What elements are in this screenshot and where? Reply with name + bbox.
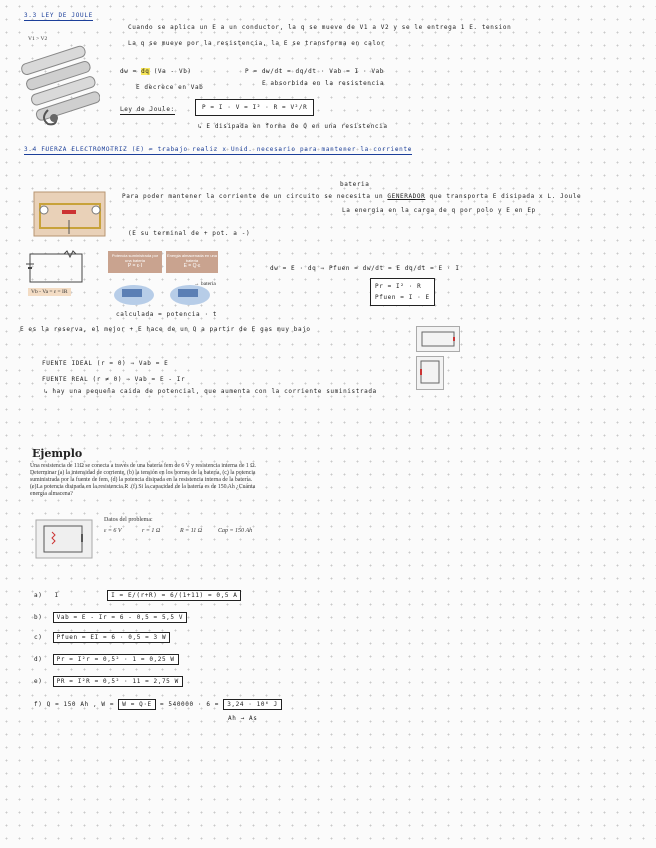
circuit-thumbnail-2-diagram [417,357,443,389]
power-results-box [370,278,435,306]
energy-charge-line: La energia en la carga de q por polo y E en Ep [342,207,536,214]
joule-law-label: Ley de Joule: [120,106,175,113]
power-result-source: Pfuen = I · E [375,294,430,301]
section-title-ley-de-joule: 3.3 LEY DE JOULE [24,12,93,19]
joule-formula-box: P = I · V = I² · R = V²/R [195,99,314,116]
answer-a [34,590,241,601]
answer-a-label: a) [34,592,43,599]
dato-R: R = 11 Ω [180,528,203,534]
answer-d-label: d) [34,656,43,663]
circuit-thumbnail-2 [416,356,444,390]
real-source-note: ↳ hay una pequeña caida de potencial, que aumenta con la corriente suministrada [44,388,377,395]
battery-circuit-illustration [32,190,107,238]
answer-a-box: I = E/(r+R) = 6/(1+11) = 0,5 A [107,590,241,601]
dw-dq-highlight: dq [141,68,150,75]
ejemplo-title: Ejemplo [32,447,83,460]
ejemplo-circuit-diagram [30,512,96,562]
generador-pre: Para poder mantener la corriente de un circuito se necesita un [122,193,384,200]
card-energia-formula: E = Q·ε [183,263,201,269]
conductor-figure-label: V1 > V2 [28,36,48,42]
generador-post: que transporta E disipada x L. Joule [429,193,582,200]
joule-note: ↳ E disipada en forma de Q en una resistencia [198,123,388,130]
card-potencia-title: Potencia suministrada por una bateria [111,253,159,263]
dw-equation [120,68,192,75]
energy-note: E absorbida en la resistencia [262,80,385,87]
card-energia [166,251,218,273]
answer-d [34,654,179,665]
power-result-resistance: Pr = I² · R [375,283,422,290]
generador-line [122,193,581,200]
power-equation: P = dw/dt = dq/dt · Vab = I · Vab [245,68,385,75]
dato-r: r = 1 Ω [142,528,161,534]
card-caption: calculada = potencia · t [116,311,218,318]
card-potencia-formula: P = ε·I [127,263,143,269]
conductor-figure [20,36,100,126]
answer-e [34,676,183,687]
answer-f-lhs: Q = 150 Ah , W = [46,701,119,708]
battery-circuit-figure [32,190,107,238]
simple-circuit [24,250,88,300]
answer-b-label: b) [34,614,43,621]
section-title-fem: 3.4 FUERZA ELECTROMOTRIZ (E) = trabajo realiz x Unid. necesario para mantener la corriente [24,146,413,153]
card-energia-title: Energia almacenada en una bateria [166,253,218,263]
answer-a-lhs: I [54,592,59,599]
card-note: → bateria [194,281,216,287]
circuit-thumbnail-1-diagram [417,327,459,351]
dw-prefix: dw = [120,68,142,75]
conductor-illustration [20,44,100,134]
answer-e-box: PR = I²R = 0,5² · 11 = 2,75 W [53,676,183,687]
answer-f-unit-note: Ah → As [228,715,258,722]
answer-f-label: f) [34,701,43,708]
answer-e-label: e) [34,678,43,685]
answer-b-box: Vab = E - Ir = 6 - 0,5 = 5,5 V [53,612,187,623]
circuit-thumbnail-1 [416,326,460,352]
decrece-note: E decrece en Vab [136,84,204,91]
bateria-label: bateria [340,181,370,188]
real-source-line: FUENTE REAL (r ≠ 0) ⇒ Vab = E - Ir [42,376,186,383]
simple-circuit-diagram [24,250,88,286]
circuit-caption: Vb - Va = ε = IR [28,288,71,296]
answer-f-result-box: 3,24 · 10⁶ J [223,699,282,710]
ideal-source-line: FUENTE IDEAL (r = 0) ⇒ Vab = E [42,360,169,367]
answer-c-label: c) [34,634,43,641]
dato-cap: Cap = 150 Ah [218,528,253,534]
answer-f-tail: = 540000 · 6 = [159,701,219,708]
answer-b [34,612,187,623]
reserve-line: E es la reserva, el mejor + E hace de un Q a partir de E gas muy bajo [20,326,311,333]
card-potencia [108,251,162,273]
answer-c [34,632,170,643]
ejemplo-circuit [30,512,96,562]
s1-line2: La q se mueve por la resistencia, la E se transforma en calor [128,40,385,47]
dw-suffix: (Va - Vb) [149,68,192,75]
s1-line1: Cuando se aplica un E a un conductor, la q se mueve de V1 a V2 y se le entrega 1 E. tension [128,24,512,31]
dato-fem: ε = 6 V [104,528,122,534]
generador-word: GENERADOR [387,193,426,200]
terminal-line: (E su terminal de + pot. a -) [128,230,251,237]
answer-c-box: Pfuen = EI = 6 · 0,5 = 3 W [53,632,171,643]
answer-f-box: W = Q·E [118,699,156,710]
answer-f [34,699,282,710]
ejemplo-statement: Una resistencia de 11Ω se conecta a través de una batería fem de 6 V y resistencia interna de 1 Ω. Determinar (a) la intensidad de corriente, (b) la tensión en los bornes de la batería, (c) la potencia suministrada por la fuente de fem, (d) la potencia disipada en la resistencia interna de la batería. (e)La potencia disipada en la resistencia R .(f) Si la capacidad de la batería es de 150 Ah ¿Cuánta energía almacena? [30,463,256,497]
datos-title: Datos del problema: [104,517,153,523]
answer-d-box: Pr = I²r = 0,5² · 1 = 0,25 W [53,654,179,665]
fem-power-equation: dw = E · dq ⇒ Pfuen = dw/dt = E dq/dt = E · I [270,265,460,272]
